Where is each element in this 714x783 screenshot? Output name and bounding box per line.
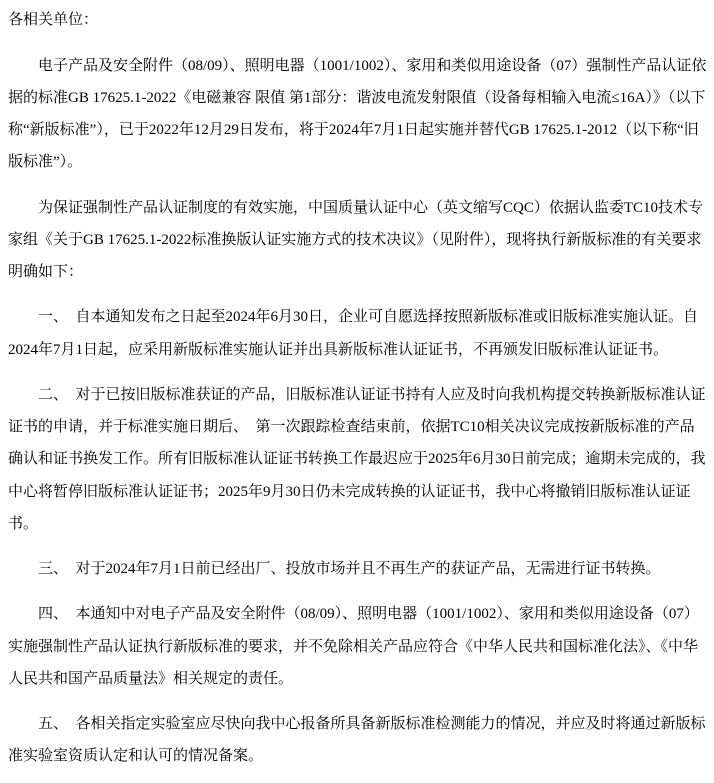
paragraph-item-3: 三、 对于2024年7月1日前已经出厂、投放市场并且不再生产的获证产品，无需进行证书转换。 [38,561,661,577]
paragraph-standard-release: 电子产品及安全附件（08/09）、照明电器（1001/1002）、家用和类似用途设备（07）强制性产品认证依据的标准GB 17625.1-2022《电磁兼容 限值 第1部分：谐波电流发射限值（设备每相输入电流≤16A）》（以下称“新版标准”），已于2022年12月29日发布，将于2024年7月1日起实施并替代GB 17625.1-2012（以下称“旧版标准”）。 [8,57,707,171]
paragraph-item-5: 五、 各相关指定实验室应尽快向我中心报备所具备新版标准检测能力的情况，并应及时将通过新版标准实验室资质认定和认可的情况备案。 [8,716,706,765]
paragraph-item-1: 一、 自本通知发布之日起至2024年6月30日，企业可自愿选择按照新版标准或旧版标准实施认证。自2024年7月1日起，应采用新版标准实施认证并出具新版标准认证证书，不再颁发旧版标准认证证书。 [8,309,699,358]
salutation-line: 各相关单位： [8,12,99,28]
paragraph-item-4: 四、 本通知中对电子产品及安全附件（08/09）、照明电器（1001/1002）、家用和类似用途设备（07）实施强制性产品认证执行新版标准的要求，并不免除相关产品应符合《中华人民共和国标准化法》、《中华人民共和国产品质量法》相关规定的责任。 [8,606,699,687]
paragraph-basis-statement: 为保证强制性产品认证制度的有效实施，中国质量认证中心（英文缩写CQC）依据认监委TC10技术专家组《关于GB 17625.1-2022标准换版认证实施方式的技术决议》（见附件），现将执行新版标准的有关要求明确如下： [8,199,704,280]
paragraph-item-2: 二、 对于已按旧版标准获证的产品，旧版标准认证证书持有人应及时向我机构提交转换新版标准认证证书的申请，并于标准实施日期后、 第一次跟踪检查结束前，依据TC10相关决议完成按新版标准的产品确认和证书换发工作。所有旧版标准认证证书转换工作最迟应于2025年6月30日前完成；逾期未完成的，我中心将暂停旧版标准认证证书；2025年9月30日仍未完成转换的认证证书，我中心将撤销旧版标准认证证书。 [8,386,706,532]
